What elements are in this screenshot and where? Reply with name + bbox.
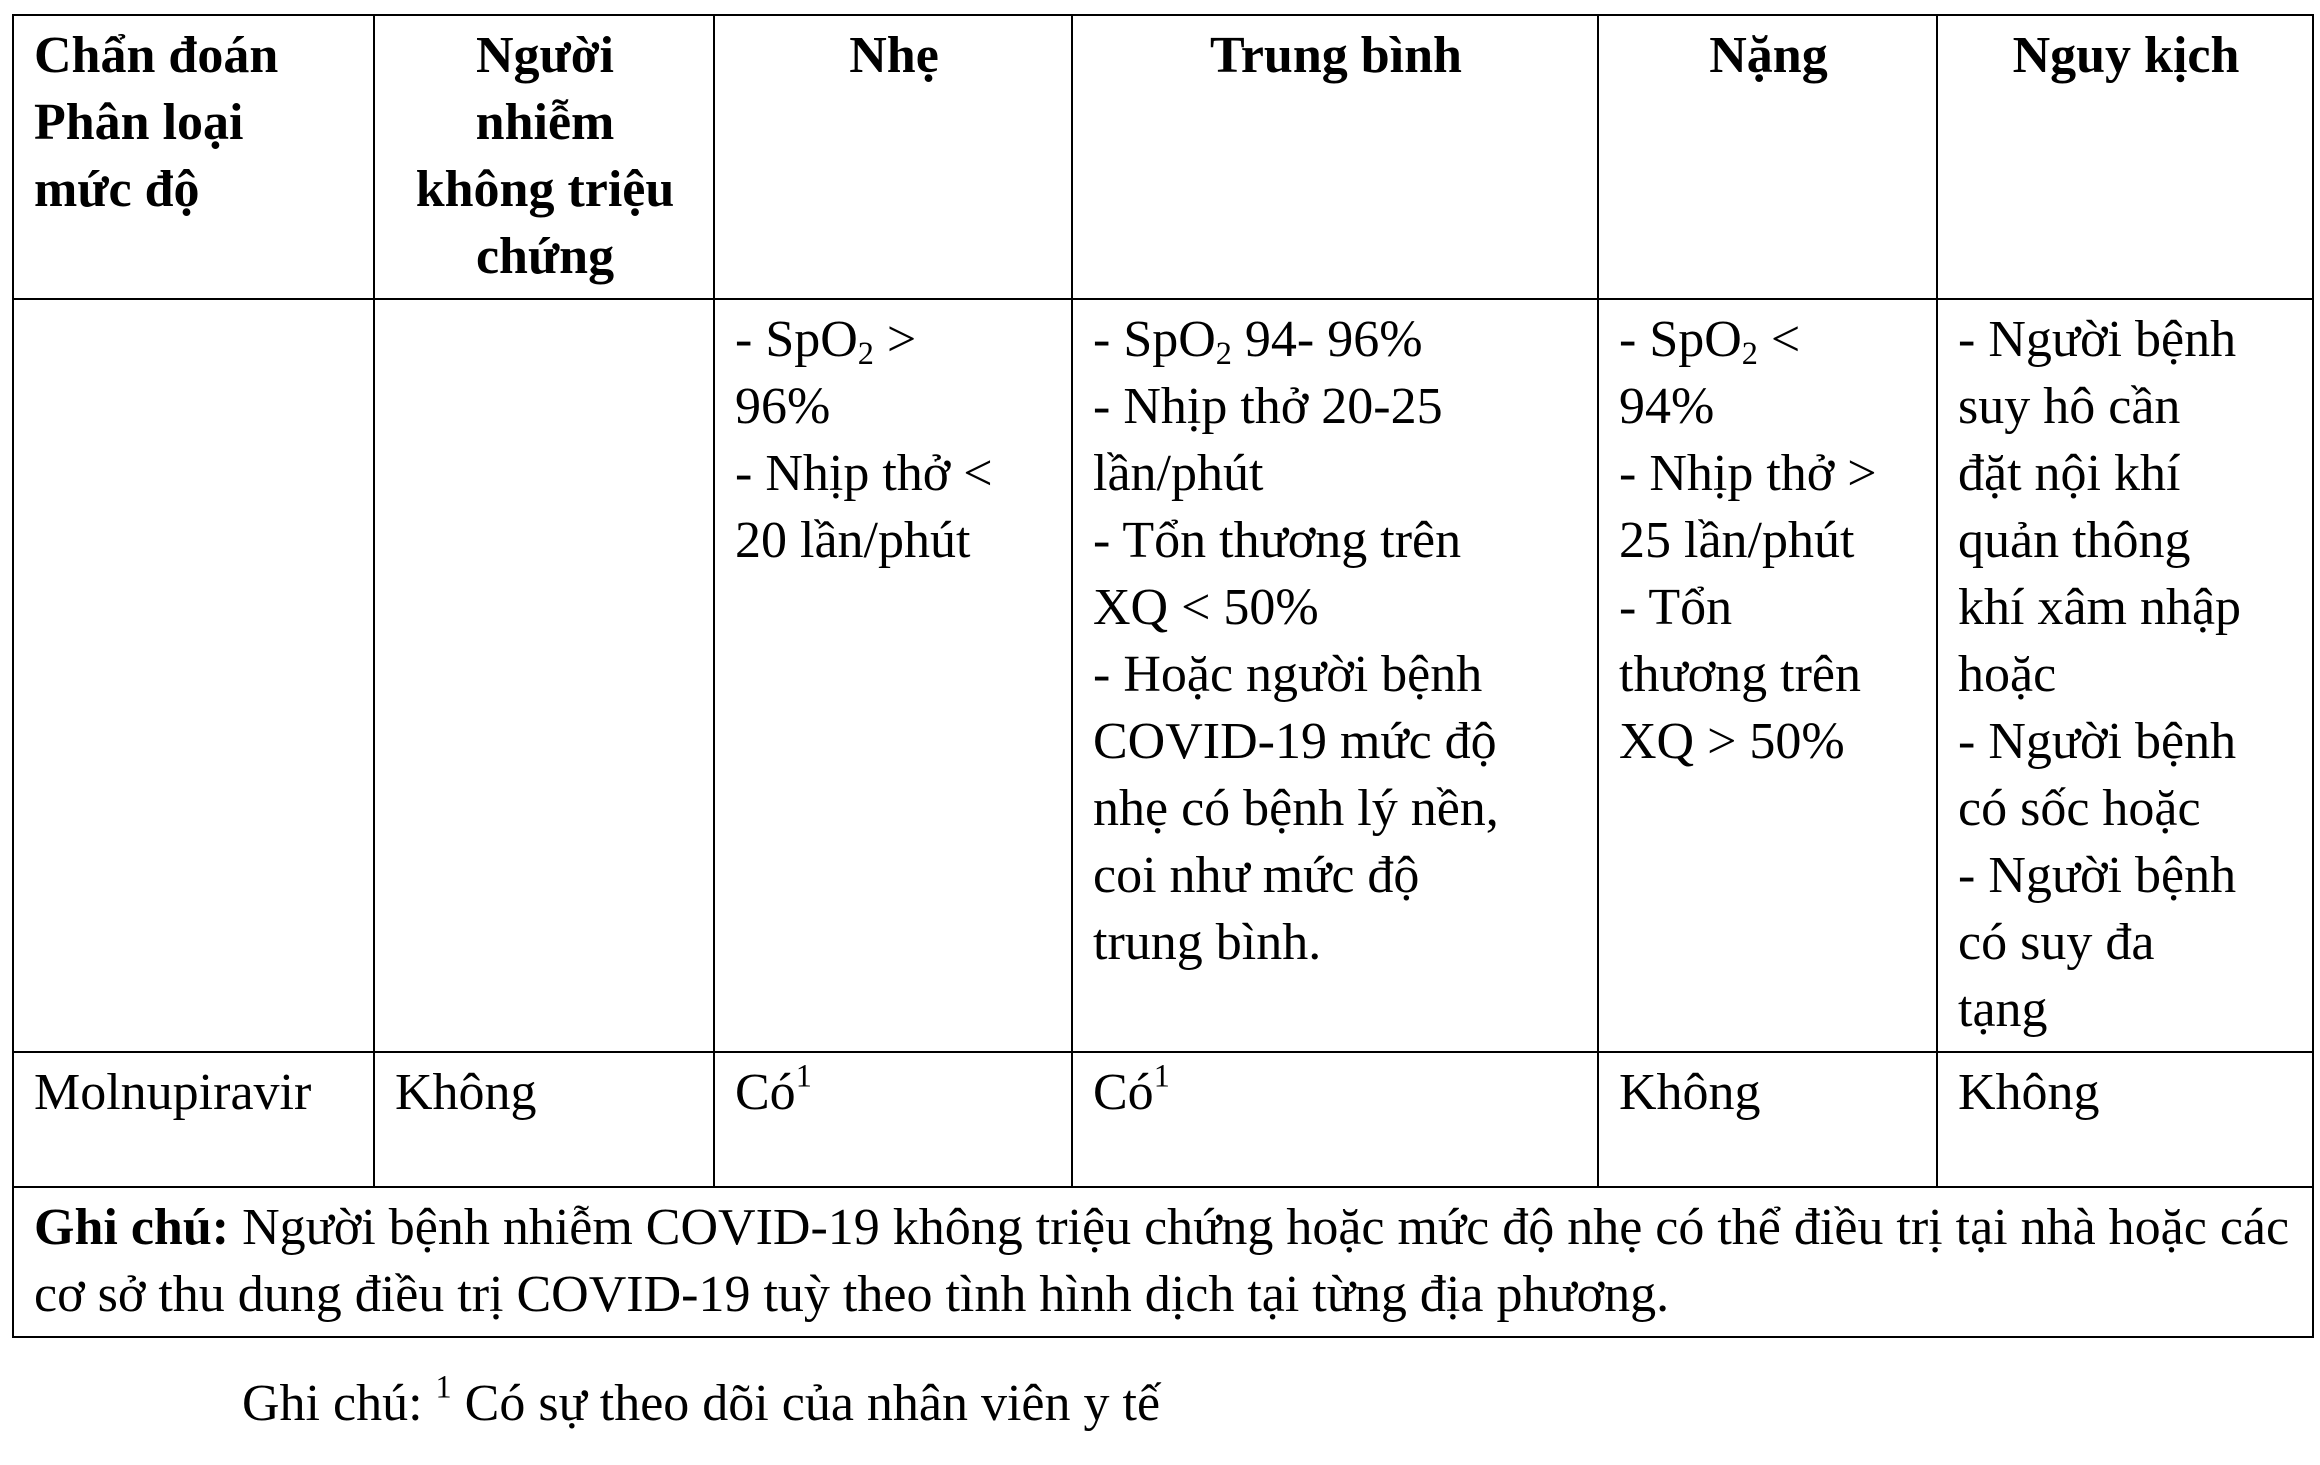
header-severe: Nặng [1598,15,1937,299]
header-asymptomatic: Người nhiễm không triệu chứng [374,15,714,299]
header-moderate: Trung bình [1072,15,1598,299]
header-diagnosis: Chẩn đoán Phân loại mức độ [13,15,374,299]
drug-critical: Không [1937,1052,2313,1187]
drug-severe: Không [1598,1052,1937,1187]
criteria-empty-asymptomatic [374,299,714,1052]
criteria-severe: - SpO$_2$ < 94% - Nhịp thở > 25 lần/phút - Tổn thương trên XQ > 50% [1598,299,1937,1052]
header-mild: Nhẹ [714,15,1072,299]
criteria-critical: - Người bệnh suy hô cần đặt nội khí quản thông khí xâm nhập hoặc - Người bệnh có sốc hoặc - Người bệnh có suy đa tạng [1937,299,2313,1052]
criteria-empty-diagnosis [13,299,374,1052]
criteria-mild: - SpO$_2$ > 96% - Nhịp thở < 20 lần/phút [714,299,1072,1052]
covid-treatment-table [12,14,2314,1338]
drug-row [13,1052,2313,1187]
criteria-row [13,299,2313,1052]
drug-mild: $Có^1$ [714,1052,1072,1187]
note-row [13,1187,2313,1337]
table-note: Ghi chú: Người bệnh nhiễm COVID-19 không triệu chứng hoặc mức độ nhẹ có thể điều trị tại nhà hoặc các cơ sở thu dung điều trị COVID-19 tuỳ theo tình hình dịch tại từng địa phương. [13,1187,2313,1337]
header-critical: Nguy kịch [1937,15,2313,299]
header-row [13,15,2313,299]
drug-name: Molnupiravir [13,1052,374,1187]
drug-moderate: $Có^1$ [1072,1052,1598,1187]
footnote: Ghi chú: $^1$ Có sự theo dõi của nhân viên y tế [242,1368,1161,1432]
criteria-moderate: - SpO$_2$ 94- 96% - Nhịp thở 20-25 lần/phút - Tổn thương trên XQ < 50% - Hoặc người bệnh COVID-19 mức độ nhẹ có bệnh lý nền, coi như mức độ trung bình. [1072,299,1598,1052]
drug-asymptomatic: Không [374,1052,714,1187]
